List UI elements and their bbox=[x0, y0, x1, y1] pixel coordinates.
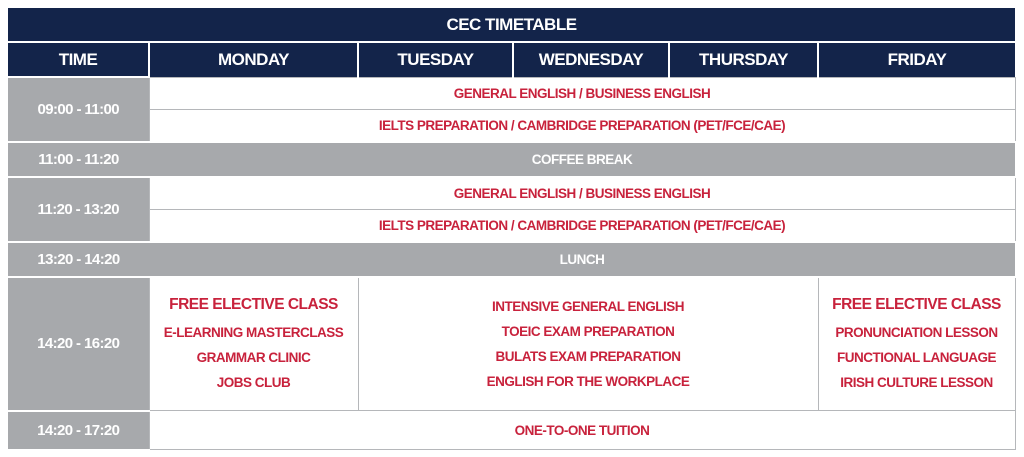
row-electives bbox=[8, 277, 1015, 411]
class-ielts-cambridge: IELTS PREPARATION / CAMBRIDGE PREPARATION (PET/FCE/CAE) bbox=[149, 109, 1015, 142]
row-1120-line1 bbox=[8, 177, 1015, 210]
class-general-business: GENERAL ENGLISH / BUSINESS ENGLISH bbox=[149, 77, 1015, 109]
list-item: FUNCTIONAL LANGUAGE bbox=[837, 350, 996, 366]
class-ielts-cambridge: IELTS PREPARATION / CAMBRIDGE PREPARATION (PET/FCE/CAE) bbox=[149, 209, 1015, 242]
header-tuesday: TUESDAY bbox=[358, 42, 513, 77]
list-item: GRAMMAR CLINIC bbox=[196, 350, 311, 366]
list-item: IRISH CULTURE LESSON bbox=[840, 375, 993, 391]
list-item: PRONUNCIATION LESSON bbox=[835, 325, 998, 341]
midweek-classes bbox=[358, 277, 818, 411]
list-item: JOBS CLUB bbox=[216, 375, 291, 391]
timetable-container bbox=[8, 8, 1015, 451]
header-thursday: THURSDAY bbox=[669, 42, 818, 77]
header-wednesday: WEDNESDAY bbox=[513, 42, 669, 77]
one-to-one-tuition: ONE-TO-ONE TUITION bbox=[149, 411, 1015, 450]
list-item: INTENSIVE GENERAL ENGLISH bbox=[491, 298, 685, 314]
list-item: BULATS EXAM PREPARATION bbox=[495, 348, 681, 364]
header-row bbox=[8, 42, 1015, 77]
title-row bbox=[8, 8, 1015, 42]
lunch-band: LUNCH bbox=[149, 242, 1015, 277]
time-slot: 13:20 - 14:20 bbox=[8, 242, 149, 277]
row-one-to-one bbox=[8, 411, 1015, 450]
monday-electives bbox=[149, 277, 358, 411]
row-coffee-break bbox=[8, 142, 1015, 177]
time-slot: 11:20 - 13:20 bbox=[8, 177, 149, 242]
row-1120-line2 bbox=[8, 209, 1015, 242]
list-item: TOEIC EXAM PREPARATION bbox=[501, 323, 675, 339]
header-monday: MONDAY bbox=[149, 42, 358, 77]
time-slot: 14:20 - 16:20 bbox=[8, 277, 149, 411]
header-friday: FRIDAY bbox=[818, 42, 1015, 77]
friday-elective-heading: FREE ELECTIVE CLASS bbox=[832, 296, 1001, 314]
monday-elective-heading: FREE ELECTIVE CLASS bbox=[169, 296, 338, 314]
coffee-break-band: COFFEE BREAK bbox=[149, 142, 1015, 177]
time-slot: 09:00 - 11:00 bbox=[8, 77, 149, 142]
row-0900-line1 bbox=[8, 77, 1015, 109]
header-time: TIME bbox=[8, 42, 149, 77]
timetable-title: CEC TIMETABLE bbox=[8, 8, 1015, 42]
timetable bbox=[8, 8, 1016, 451]
row-lunch bbox=[8, 242, 1015, 277]
row-0900-line2 bbox=[8, 109, 1015, 142]
list-item: E-LEARNING MASTERCLASS bbox=[163, 325, 344, 341]
time-slot: 11:00 - 11:20 bbox=[8, 142, 149, 177]
time-slot: 14:20 - 17:20 bbox=[8, 411, 149, 450]
friday-electives bbox=[818, 277, 1015, 411]
class-general-business: GENERAL ENGLISH / BUSINESS ENGLISH bbox=[149, 177, 1015, 210]
list-item: ENGLISH FOR THE WORKPLACE bbox=[486, 373, 690, 389]
